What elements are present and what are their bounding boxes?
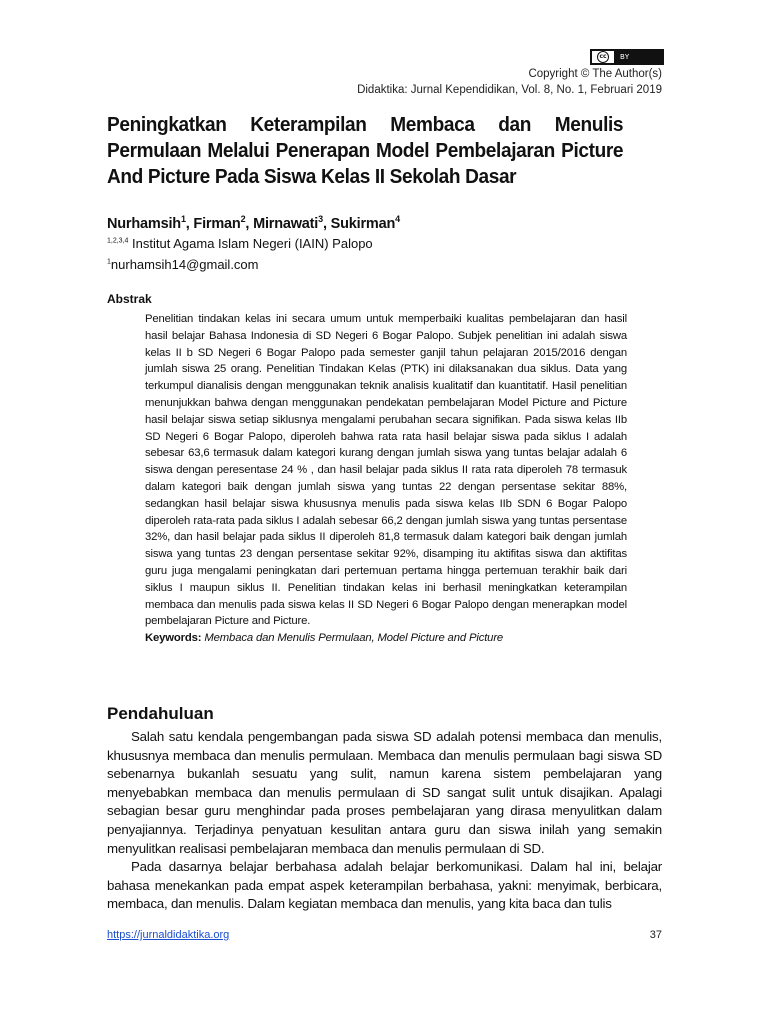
email-text: nurhamsih14@gmail.com	[110, 257, 259, 272]
author-affiliation-number: 1	[180, 214, 186, 224]
abstract-text: Penelitian tindakan kelas ini secara umum untuk memperbaiki kualitas pembelajaran dan hasil hasil belajar Bahasa Indonesia di SD Negeri 6 Bogar Palopo. Subjek penelitian ini adalah siswa kelas II b SD Negeri 6 Bogar Palopo pada semester ganjil tahun pelajaran 2015/2016 dengan jumlah siswa 25 orang. Penelitian Tindakan Kelas (PTK) ini dilaksanakan dua siklus. Data yang terkumpul dianalisis dengan menggunakan teknik analisis kualitatif dan kuantitatif. Hasil penelitian menunjukkan bahwa dengan menggunakan pendekatan pembelajaran Model Picture and Picture hasil belajar siswa setiap siklusnya mengalami perubahan secara signifikan. Pada siswa kelas IIb SD Negeri 6 Bogar Palopo, diperoleh bahwa rata rata hasil belajar siswa pada siklus I adalah sebesar 63,6 termasuk dalam kategori kurang dengan jumlah siswa yang tuntas belajar adalah 6 siswa dengan peresentase 24 % , dan hasil belajar pada siklus II rata rata diperoleh 78 termasuk dalam kategori baik dengan jumlah siswa yang tuntas 22 dengan persentase sekitar 88%, sedangkan hasil belajar siswa khususnya menulis pada siswa kelas IIb SDN 6 Bogar Palopo diperoleh rata-rata pada siklus I adalah sebesar 66,2 dengan jumlah siswa yang tuntas persentase 32%, dan hasil belajar pada siklus II diperoleh 81,8 termasuk dalam kategori baik dengan jumlah siswa yang tuntas 23 dengan persentase sekitar 92%, disamping itu aktifitas siswa dan aktifitas guru juga mengalami peningkatan dari pertemuan pertama hingga pertemuan terakhir baik dari siklus I maupun siklus II. Penelitian tindakan kelas ini berhasil meningkatkan keterampilan membaca dan menulis pada siswa kelas II SD Negeri 6 Bogar Palopo dengan menerapkan model pembelajaran Picture and Picture.	[145, 313, 627, 628]
email-number: 1	[107, 258, 111, 266]
article-title: Peningkatkan Keterampilan Membaca dan Menulis Permulaan Melalui Penerapan Model Pembelajaran Picture And Picture Pada Siswa Kelas II Sekolah Dasar	[107, 113, 624, 188]
keywords-label: Keywords:	[145, 632, 202, 645]
cc-circle-icon: cc	[597, 51, 609, 63]
corresponding-email	[107, 257, 259, 272]
keywords-text: Membaca dan Menulis Permulaan, Model Picture and Picture	[204, 632, 504, 645]
cc-by-label: BY	[620, 53, 630, 61]
author-name: Firman	[193, 215, 241, 232]
keywords	[145, 630, 627, 647]
paragraph: Pada dasarnya belajar berbahasa adalah belajar berkomunikasi. Dalam hal ini, belajar bahasa menekankan pada empat aspek keterampilan berbahasa, yakni: menyimak, berbicara, membaca, dan menulis. Dalam kegiatan membaca dan menulis, yang kita baca dan tulis	[107, 859, 662, 912]
journal-header	[357, 66, 662, 98]
author-name: Sukirman	[330, 215, 396, 232]
journal-info: Didaktika: Jurnal Kependidikan, Vol. 8, No. 1, Februari 2019	[357, 84, 662, 96]
page-number: 37	[649, 929, 662, 941]
section-heading: Pendahuluan	[107, 704, 214, 723]
author-affiliation-number: 3	[318, 214, 323, 224]
introduction-body	[107, 728, 662, 914]
paragraph: Salah satu kendala pengembangan pada siswa SD adalah potensi membaca dan menulis, khususnya membaca dan menulis permulaan. Membaca dan menulis permulaan bagi siswa SD sebenarnya bukanlah sesuatu yang sulit, namun karena sistem pembelajaran yang menyebabkan membaca dan menulis permulaan di SD sangat sulit untuk disajikan. Apalagi sebagian besar guru menghindar pada proses pembelajaran yang dirasa menyulitkan dalam penyajiannya. Terjadinya penyatuan kesulitan antara guru dan siswa inilah yang semakin menyulitkan realisasi pembelajaran membaca dan menulis permulaan di SD.	[107, 729, 662, 856]
abstract-body	[145, 311, 627, 647]
copyright-notice: Copyright © The Author(s)	[528, 68, 662, 80]
cc-license-badge	[590, 49, 664, 65]
abstract-heading: Abstrak	[107, 292, 152, 306]
author-affiliation-number: 4	[395, 214, 400, 224]
author-affiliation-number: 2	[240, 214, 246, 224]
author-name: Mirnawati	[253, 215, 319, 232]
cc-logo-icon	[592, 51, 614, 63]
author-name: Nurhamsih	[107, 215, 181, 232]
journal-url-link[interactable]: https://jurnaldidaktika.org	[107, 929, 230, 941]
author-list: Nurhamsih$^1$, Firman$^2$, Mirnawati$^3$, Sukirman$^4$	[107, 214, 400, 232]
affiliation-numbers: 1,2,3,4	[107, 237, 129, 245]
affiliation-text: Institut Agama Islam Negeri (IAIN) Palopo	[132, 236, 373, 251]
author-affiliation	[107, 236, 373, 251]
